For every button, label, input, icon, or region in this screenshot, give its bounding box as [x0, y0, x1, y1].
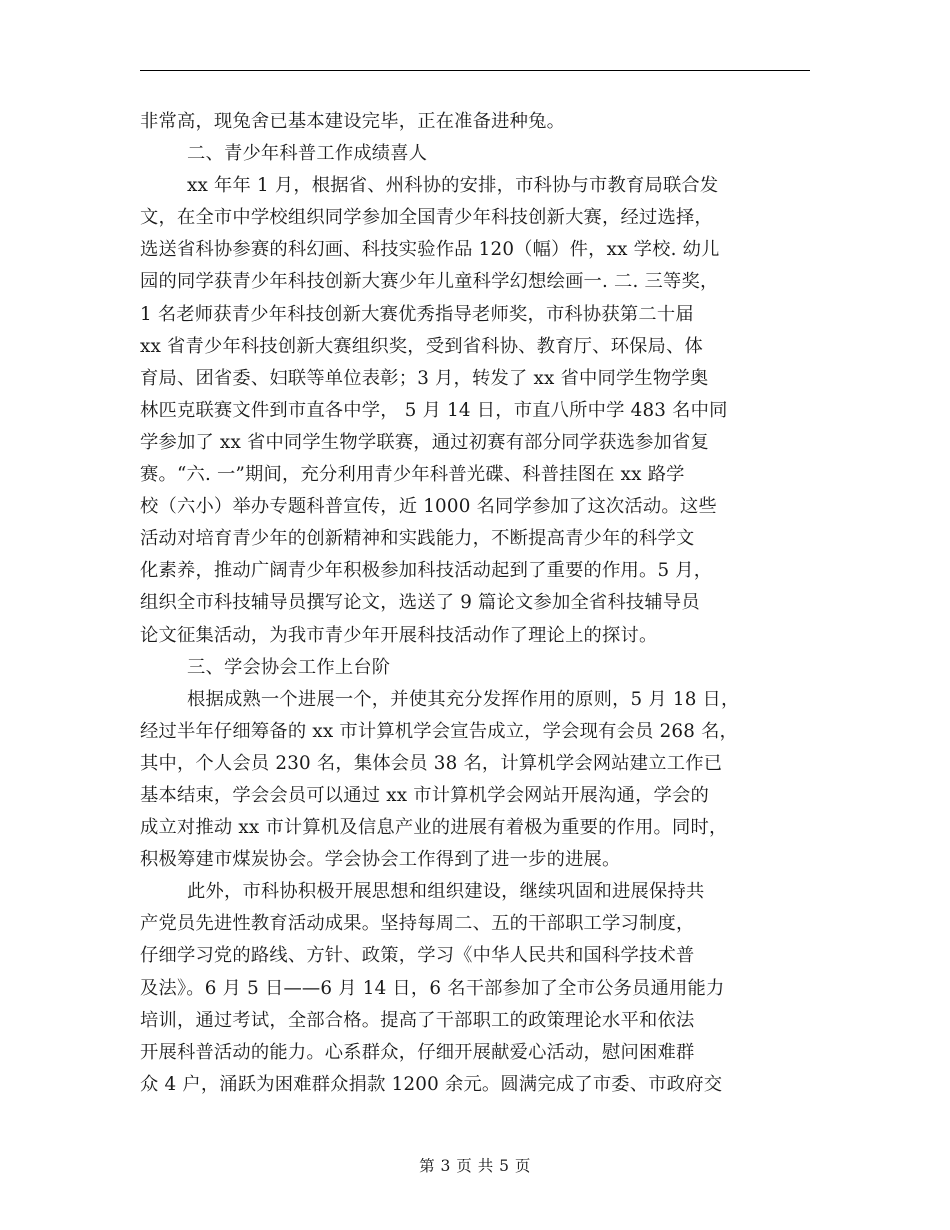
header-rule [140, 70, 810, 71]
text-line: 论文征集活动，为我市青少年开展科技活动作了理论上的探讨。 [140, 624, 658, 646]
text-line: 文，在全市中学校组织同学参加全国青少年科技创新大赛，经过选择， [140, 207, 713, 229]
text-line: 选送省科协参赛的科幻画、科技实验作品 120（幅）件，xx 学校. 幼儿 [140, 239, 720, 261]
document-body [140, 106, 812, 1101]
text-line: 组织全市科技辅导员撰写论文，选送了 9 篇论文参加全省科技辅导员 [140, 592, 700, 614]
text-line: 非常高，现兔舍已基本建设完毕，正在准备进种兔。 [140, 111, 566, 132]
text-line: 校（六小）举办专题科普宣传，近 1000 名同学参加了这次活动。这些 [140, 496, 717, 518]
text-line: xx 年年 1 月，根据省、州科协的安排，市科协与市教育局联合发 [187, 175, 719, 197]
text-line: 产党员先进性教育活动成果。坚持每周二、五的干部职工学习制度， [140, 913, 695, 935]
text-line: 学参加了 xx 省中同学生物学联赛，通过初赛有部分同学获选参加省复 [140, 431, 709, 453]
text-line: 育局、团省委、妇联等单位表彰；3 月，转发了 xx 省中同学生物学奥 [140, 367, 709, 389]
text-line: 根据成熟一个进展一个，并使其充分发挥作用的原则，5 月 18 日， [187, 688, 740, 710]
text-line: 开展科普活动的能力。心系群众，仔细开展献爱心活动，慰问困难群 [140, 1041, 695, 1063]
text-line: 其中，个人会员 230 名，集体会员 38 名，计算机学会网站建立工作已 [140, 752, 723, 774]
text-line: 林匹克联赛文件到市直各中学， 5 月 14 日，市直八所中学 483 名中同 [140, 399, 728, 421]
text-line: 成立对推动 xx 市计算机及信息产业的进展有着极为重要的作用。同时， [140, 817, 728, 839]
text-line: 赛。“六. 一”期间，充分利用青少年科普光碟、科普挂图在 xx 路学 [140, 464, 685, 486]
text-line: 培训，通过考试，全部合格。提高了干部职工的政策理论水平和依法 [140, 1009, 695, 1031]
text-line: 园的同学获青少年科技创新大赛少年儿童科学幻想绘画一. 二. 三等奖， [140, 271, 719, 293]
text-line: 经过半年仔细筹备的 xx 市计算机学会宣告成立，学会现有会员 268 名， [140, 720, 739, 742]
page-footer: 第 3 页 共 5 页 [419, 1157, 531, 1175]
text-line: 基本结束，学会会员可以通过 xx 市计算机学会网站开展沟通，学会的 [140, 784, 709, 806]
text-line: 二、青少年科普工作成绩喜人 [187, 143, 428, 165]
text-line: 1 名老师获青少年科技创新大赛优秀指导老师奖，市科协获第二十届 [140, 303, 694, 325]
text-line: 众 4 户，涌跃为困难群众捐款 1200 余元。圆满完成了市委、市政府交 [140, 1073, 723, 1095]
text-line: 活动对培育青少年的创新精神和实践能力，不断提高青少年的科学文 [140, 528, 695, 550]
text-line: 三、学会协会工作上台阶 [187, 656, 391, 678]
text-line: xx 省青少年科技创新大赛组织奖，受到省科协、教育厅、环保局、体 [140, 335, 703, 357]
text-line: 及法》。6 月 5 日——6 月 14 日，6 名干部参加了全市公务员通用能力 [140, 977, 725, 999]
text-line: 化素养，推动广阔青少年积极参加科技活动起到了重要的作用。5 月， [140, 560, 713, 582]
text-line: 此外，市科协积极开展思想和组织建设，继续巩固和进展保持共 [187, 881, 705, 903]
text-line: 仔细学习党的路线、方针、政策，学习《中华人民共和国科学技术普 [140, 945, 695, 967]
text-line: 积极筹建市煤炭协会。学会协会工作得到了进一步的进展。 [140, 849, 621, 871]
